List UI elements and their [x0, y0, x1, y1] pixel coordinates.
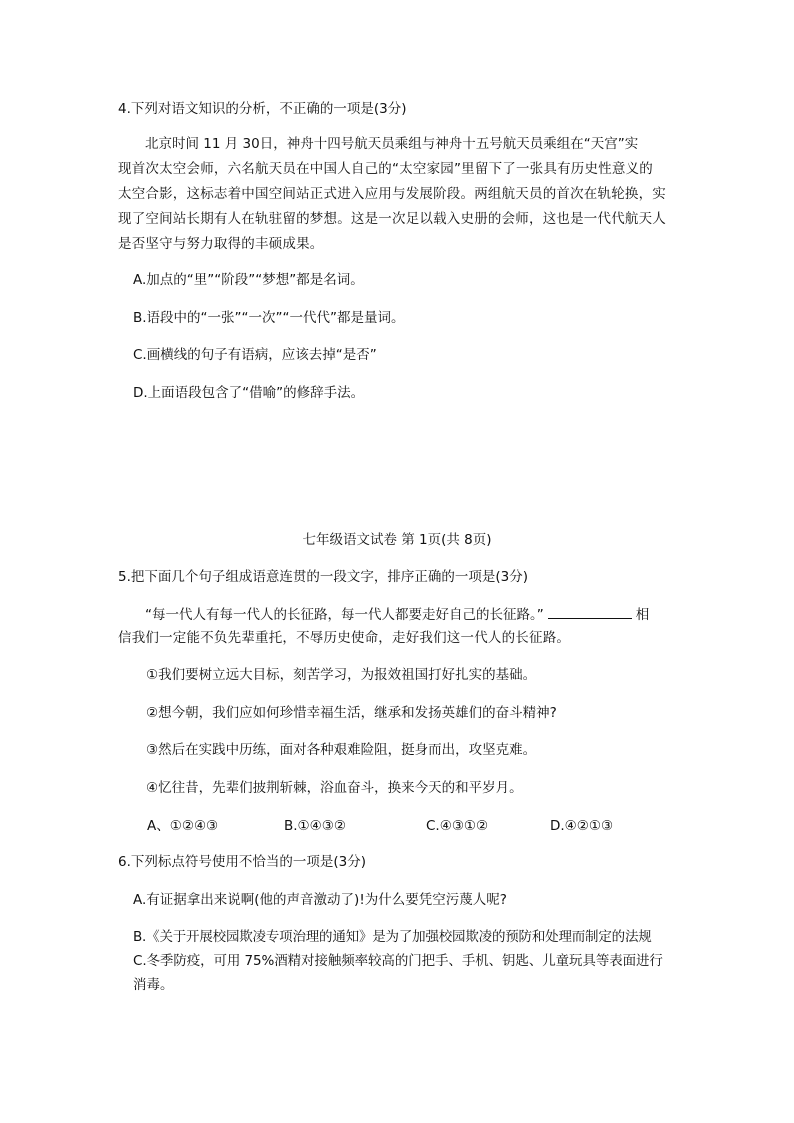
question-6-title: 6.下列标点符号使用不恰当的一项是(3分) [118, 854, 367, 870]
q5-sentence-2: ②想今朝，我们应如何珍惜幸福生活，继承和发扬英雄们的奋斗精神? [146, 705, 557, 721]
q4-passage-line: 是否坚守与努力取得的丰硕成果。 [118, 236, 324, 252]
page-footer: 七年级语文试卷 第 1页(共 8页) [302, 532, 492, 548]
q5-passage-line [145, 604, 649, 625]
q4-option-b: B.语段中的“一张”“一次”“一代代”都是量词。 [133, 310, 405, 326]
answer-blank [548, 604, 632, 619]
q4-passage-line: 北京时间 11 月 30日，神舟十四号航天员乘组与神舟十五号航天员乘组在“天宫”实 [145, 136, 639, 152]
q5-passage-line: 信我们一定能不负先辈重托，不辱历史使命，走好我们这一代人的长征路。 [118, 630, 571, 646]
q5-passage-after-blank: 相 [635, 607, 650, 623]
q6-option-c-continued: 消毒。 [133, 977, 174, 993]
q6-option-c: C.冬季防疫，可用 75%酒精对接触频率较高的门把手、手机、钥匙、儿童玩具等表面进行 [133, 953, 663, 969]
q6-option-a: A.有证据拿出来说啊(他的声音激动了)!为什么要凭空污蔑人呢? [133, 892, 507, 908]
q4-option-c: C.画横线的句子有语病，应该去掉“是否” [133, 347, 377, 363]
q4-option-d: D.上面语段包含了“借喻”的修辞手法。 [133, 385, 365, 401]
q5-sentence-3: ③然后在实践中历练，面对各种艰难险阻，挺身而出，攻坚克难。 [146, 742, 537, 758]
q6-option-b: B.《关于开展校园欺凌专项治理的通知》是为了加强校园欺凌的预防和处理而制定的法规 [133, 929, 652, 945]
q5-sentence-1: ①我们要树立远大目标，刻苦学习，为报效祖国打好扎实的基础。 [146, 667, 537, 683]
q5-option-a: A、①②④③ [147, 818, 219, 834]
question-5-title: 5.把下面几个句子组成语意连贯的一段文字，排序正确的一项是(3分) [118, 569, 529, 585]
q4-option-a: A.加点的“里”“阶段”“梦想”都是名词。 [133, 272, 364, 288]
q5-option-d: D.④②①③ [550, 818, 614, 834]
q4-passage-line: 现了空间站长期有人在轨驻留的梦想。这是一次足以载入史册的会师，这也是一代代航天人 [118, 211, 666, 227]
q5-passage-start: “每一代人有每一代人的长征路，每一代人都要走好自己的长征路。” [145, 607, 544, 623]
q5-option-c: C.④③①② [426, 818, 489, 834]
question-4-title: 4.下列对语文知识的分析，不正确的一项是(3分) [118, 101, 407, 117]
q4-passage-line: 太空合影，这标志着中国空间站正式进入应用与发展阶段。两组航天员的首次在轨轮换，实 [118, 186, 666, 202]
q5-option-b: B.①④③② [284, 818, 346, 834]
q5-sentence-4: ④忆往昔，先辈们披荆斩棘，浴血奋斗，换来今天的和平岁月。 [146, 780, 523, 796]
q4-passage-line: 现首次太空会师，六名航天员在中国人自己的“太空家园”里留下了一张具有历史性意义的 [118, 161, 653, 177]
